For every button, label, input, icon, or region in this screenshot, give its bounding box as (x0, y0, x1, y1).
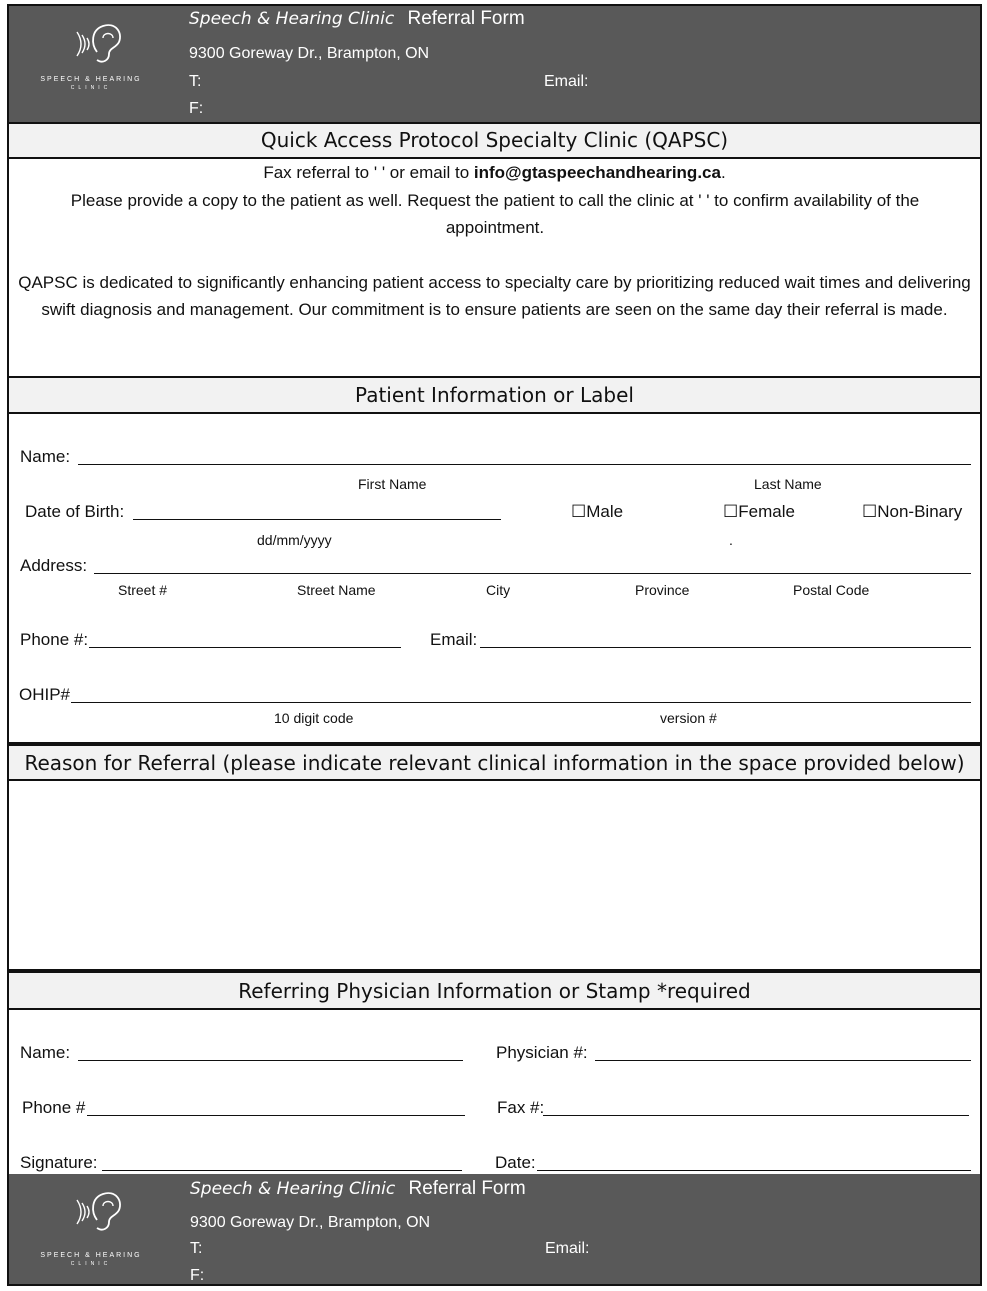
physician-fax-input[interactable] (543, 1115, 969, 1116)
header-title (189, 8, 525, 30)
clinic-name: Speech & Hearing Clinic (190, 1179, 396, 1199)
signature-input[interactable] (102, 1170, 462, 1171)
physician-fax-label: Fax #: (497, 1098, 545, 1117)
address-input[interactable] (94, 573, 971, 574)
physician-num-input[interactable] (595, 1060, 971, 1061)
ohip-code-caption: 10 digit code (274, 710, 354, 726)
physician-name-input[interactable] (78, 1060, 463, 1061)
qapsc-copy-line: Please provide a copy to the patient as well. Request the patient to call the clinic at ' ' to confirm availability of the appointment. (70, 191, 920, 237)
patient-email-input[interactable] (480, 647, 971, 648)
female-checkbox[interactable]: ☐Female (723, 502, 795, 521)
ear-icon (41, 1188, 141, 1238)
ohip-input[interactable] (71, 702, 971, 703)
patient-name-input[interactable] (78, 464, 971, 465)
postal-caption: Postal Code (793, 582, 870, 598)
dot-mark: . (729, 532, 733, 548)
last-name-caption: Last Name (754, 476, 822, 492)
top-header (9, 6, 980, 122)
clinic-email[interactable]: info@gtaspeechandhearing.ca (473, 163, 721, 182)
reason-textarea[interactable] (9, 781, 980, 969)
dob-label: Date of Birth: (25, 502, 125, 521)
email-label: Email: (545, 1240, 590, 1257)
qapsc-title: Quick Access Protocol Specialty Clinic (QAPSC) (9, 122, 980, 159)
logo-text-2: CLINIC (70, 1261, 112, 1267)
logo-text-2: CLINIC (70, 85, 112, 91)
date-label: Date: (495, 1153, 536, 1172)
signature-label: Signature: (20, 1153, 98, 1172)
reason-title: Reason for Referral (please indicate relevant clinical information in the space provided below) (9, 742, 980, 781)
form-title: Referral Form (408, 1178, 526, 1199)
qapsc-mission: QAPSC is dedicated to significantly enhancing patient access to specialty care by prioritizing reduced wait times and delivering swift diagnosis and management. Our commitment is to ensure patients are seen on the same day their referral is made. (18, 273, 971, 319)
bottom-header (9, 1174, 980, 1284)
clinic-address: 9300 Goreway Dr., Brampton, ON (190, 1214, 431, 1231)
city-caption: City (486, 582, 511, 598)
street-num-caption: Street # (118, 582, 168, 598)
fax-label: F: (190, 1267, 205, 1284)
fax-suffix: . (720, 163, 726, 182)
phone-label: T: (190, 1240, 203, 1257)
fax-prefix: Fax referral to ' ' or email to (263, 163, 474, 182)
version-caption: version # (660, 710, 717, 726)
form-title: Referral Form (407, 8, 525, 29)
province-caption: Province (635, 582, 690, 598)
logo-text-1: SPEECH & HEARING (40, 1252, 142, 1259)
patient-title: Patient Information or Label (9, 376, 980, 414)
logo (40, 20, 142, 91)
clinic-name: Speech & Hearing Clinic (189, 9, 395, 29)
physician-phone-input[interactable] (87, 1115, 465, 1116)
clinic-address: 9300 Goreway Dr., Brampton, ON (189, 45, 430, 62)
dob-format-caption: dd/mm/yyyy (257, 532, 332, 548)
ohip-label: OHIP# (19, 685, 71, 704)
physician-phone-label: Phone # (22, 1098, 86, 1117)
patient-email-label: Email: (430, 630, 478, 649)
email-label: Email: (544, 73, 589, 90)
date-input[interactable] (537, 1170, 971, 1171)
fax-label: F: (189, 100, 204, 117)
patient-name-label: Name: (20, 447, 71, 466)
logo-bottom (40, 1188, 142, 1267)
first-name-caption: First Name (358, 476, 427, 492)
patient-phone-input[interactable] (89, 647, 401, 648)
ear-icon (41, 20, 141, 70)
male-checkbox[interactable]: ☐Male (571, 502, 624, 521)
logo-text-1: SPEECH & HEARING (40, 76, 142, 83)
qapsc-fax-line (9, 159, 980, 186)
referral-form-page (7, 4, 982, 1286)
street-name-caption: Street Name (297, 582, 376, 598)
patient-phone-label: Phone #: (20, 630, 89, 649)
non-binary-checkbox[interactable]: ☐Non-Binary (862, 502, 963, 521)
header-title (190, 1178, 526, 1200)
address-label: Address: (20, 556, 88, 575)
phone-label: T: (189, 73, 202, 90)
physician-title: Referring Physician Information or Stamp *required (9, 969, 980, 1010)
dob-input[interactable] (133, 519, 501, 520)
physician-name-label: Name: (20, 1043, 71, 1062)
physician-num-label: Physician #: (496, 1043, 588, 1062)
